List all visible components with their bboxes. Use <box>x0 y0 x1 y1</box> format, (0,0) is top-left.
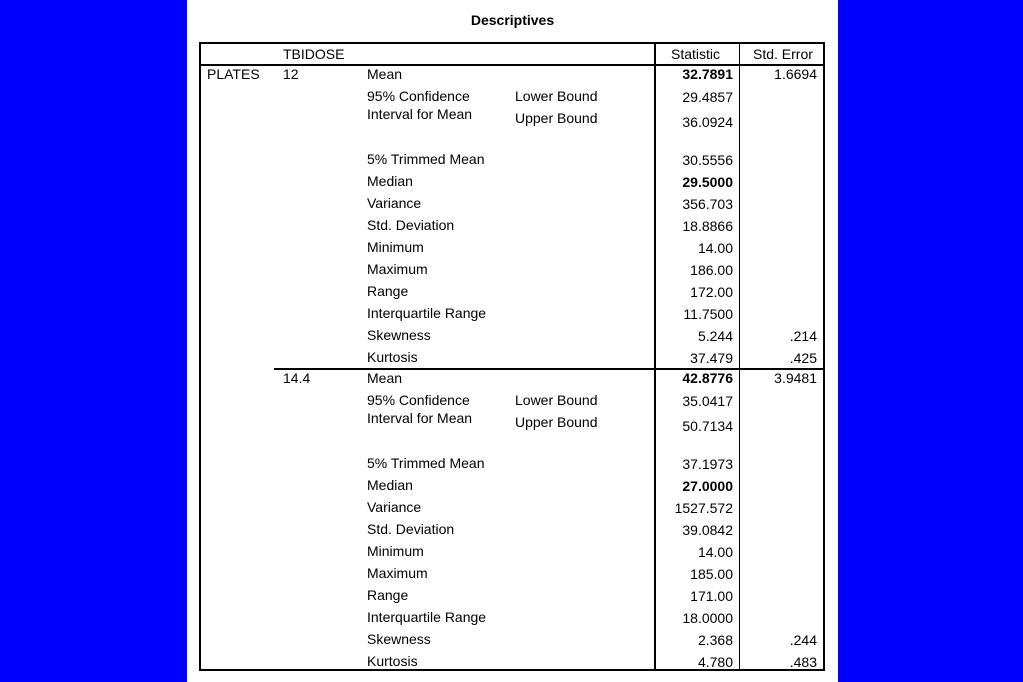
bound-label: Lower Bound <box>515 88 598 104</box>
group-label: 12 <box>283 66 299 82</box>
std-error-value: .244 <box>789 632 817 648</box>
stat-label: Variance <box>367 499 422 515</box>
statistic-value: 5.244 <box>697 328 733 344</box>
statistic-value: 172.00 <box>690 284 733 300</box>
statistic-value: 4.780 <box>697 654 733 670</box>
statistic-value: 18.8866 <box>682 218 733 234</box>
statistic-value: 30.5556 <box>682 152 733 168</box>
stat-label: Skewness <box>367 327 431 343</box>
stat-label: Interval for Mean <box>367 106 473 122</box>
statistic-value: 14.00 <box>697 544 733 560</box>
statistic-value: 171.00 <box>690 588 733 604</box>
statistic-column-divider <box>654 42 656 671</box>
stat-label: Mean <box>367 370 403 386</box>
stat-label: Minimum <box>367 543 424 559</box>
stat-label: Variance <box>367 195 422 211</box>
statistic-value: 29.4857 <box>682 89 733 105</box>
output-page <box>187 0 838 682</box>
statistic-value: 29.5000 <box>682 174 733 190</box>
stat-label: 5% Trimmed Mean <box>367 455 485 471</box>
std-error-value: 1.6694 <box>774 66 817 82</box>
stat-label: Std. Deviation <box>367 217 455 233</box>
statistic-value: 36.0924 <box>682 114 733 130</box>
statistic-value: 37.479 <box>690 350 733 366</box>
table-title: Descriptives <box>470 12 555 28</box>
stat-label: Range <box>367 283 409 299</box>
statistic-value: 18.0000 <box>682 610 733 626</box>
group-label: 14.4 <box>283 370 311 386</box>
stat-label: Interquartile Range <box>367 609 487 625</box>
stat-label: Skewness <box>367 631 431 647</box>
bound-label: Upper Bound <box>515 110 598 126</box>
stat-label: 95% Confidence <box>367 88 470 104</box>
stat-label: Maximum <box>367 565 428 581</box>
statistic-value: 35.0417 <box>682 393 733 409</box>
statistic-value: 32.7891 <box>682 66 733 82</box>
statistic-value: 14.00 <box>697 240 733 256</box>
stat-label: Range <box>367 587 409 603</box>
std-error-value: .483 <box>789 654 817 670</box>
stat-label: Minimum <box>367 239 424 255</box>
statistic-value: 185.00 <box>690 566 733 582</box>
std-error-value: .214 <box>789 328 817 344</box>
std-error-value: .425 <box>789 350 817 366</box>
stat-label: Interquartile Range <box>367 305 487 321</box>
stat-label: 5% Trimmed Mean <box>367 151 485 167</box>
statistic-value: 186.00 <box>690 262 733 278</box>
stat-label: Kurtosis <box>367 349 418 365</box>
stat-label: Median <box>367 173 413 189</box>
stat-label: 95% Confidence <box>367 392 470 408</box>
stat-label: Maximum <box>367 261 428 277</box>
statistic-value: 356.703 <box>682 196 733 212</box>
bound-label: Lower Bound <box>515 392 598 408</box>
header-tbidose: TBIDOSE <box>283 46 345 62</box>
header-std-error: Std. Error <box>753 46 813 62</box>
statistic-value: 39.0842 <box>682 522 733 538</box>
stat-label: Interval for Mean <box>367 410 473 426</box>
statistic-value: 2.368 <box>697 632 733 648</box>
stat-label: Median <box>367 477 413 493</box>
statistic-value: 37.1973 <box>682 456 733 472</box>
bound-label: Upper Bound <box>515 414 598 430</box>
statistic-value: 1527.572 <box>674 500 733 516</box>
header-statistic: Statistic <box>671 46 721 62</box>
stderror-column-divider <box>739 42 740 671</box>
statistic-value: 11.7500 <box>683 306 733 322</box>
stat-label: Std. Deviation <box>367 521 455 537</box>
std-error-value: 3.9481 <box>774 370 817 386</box>
statistic-value: 27.0000 <box>682 478 733 494</box>
statistic-value: 42.8776 <box>682 370 733 386</box>
statistic-value: 50.7134 <box>682 418 733 434</box>
variable-label: PLATES <box>207 66 260 82</box>
stat-label: Kurtosis <box>367 653 418 669</box>
stat-label: Mean <box>367 66 403 82</box>
